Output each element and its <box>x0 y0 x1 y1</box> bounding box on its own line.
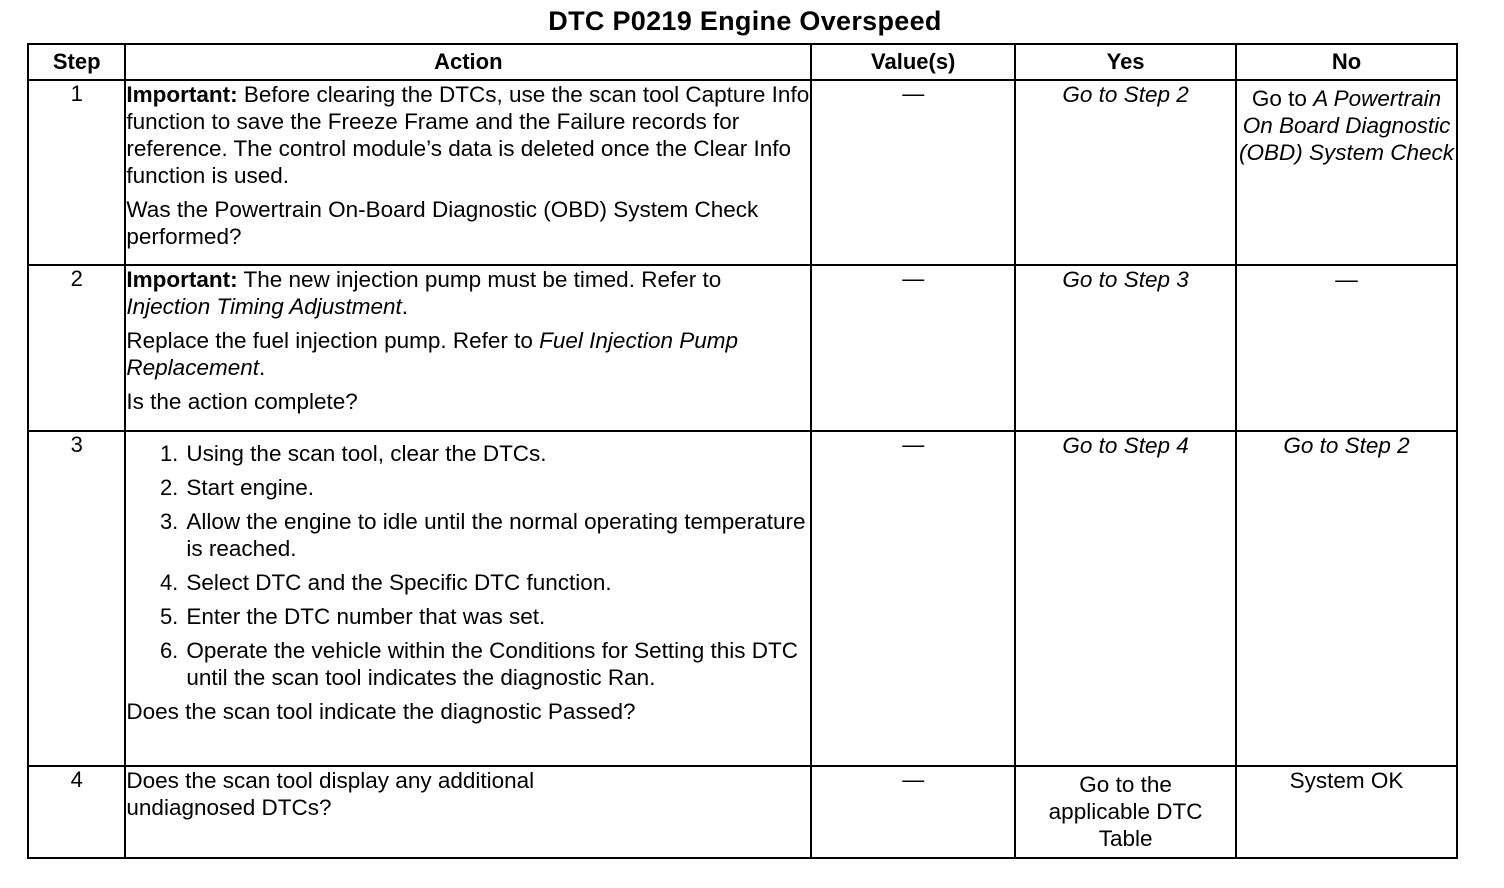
header-action: Action <box>125 44 811 80</box>
header-values: Value(s) <box>811 44 1015 80</box>
no-cell: — <box>1236 265 1457 431</box>
yes-cell: Go to Step 4 <box>1015 431 1236 766</box>
list-item: 5. Enter the DTC number that was set. <box>184 603 810 630</box>
value-cell: — <box>811 80 1015 265</box>
action-cell <box>125 431 811 766</box>
page-title: DTC P0219 Engine Overspeed <box>548 6 942 36</box>
important-text: The new injection pump must be timed. Refer to <box>237 267 722 292</box>
important-label: Important: <box>126 267 238 292</box>
value-cell: — <box>811 431 1015 766</box>
important-label: Important: <box>126 82 238 107</box>
dtc-table <box>27 43 1458 859</box>
list-item: 3. Allow the engine to idle until the normal operating temperature is reached. <box>184 508 810 562</box>
table-row <box>28 80 1457 265</box>
no-cell: Go to Step 2 <box>1236 431 1457 766</box>
header-row <box>28 44 1457 80</box>
yes-cell <box>1015 766 1236 858</box>
question: Does the scan tool display any additional undiagnosed DTCs? <box>126 768 535 820</box>
table-row <box>28 265 1457 431</box>
list-item: 2. Start engine. <box>184 474 810 501</box>
header-step: Step <box>28 44 125 80</box>
step-number: 4 <box>28 766 125 858</box>
procedure-list <box>126 440 810 691</box>
important-note <box>126 266 810 320</box>
list-item: 4. Select DTC and the Specific DTC function. <box>184 569 810 596</box>
action-cell <box>125 80 811 265</box>
no-cell <box>1236 80 1457 265</box>
important-end: . <box>401 294 409 319</box>
replace-reference: Fuel Injection Pump Replacement <box>126 328 738 380</box>
action-cell <box>125 265 811 431</box>
header-yes: Yes <box>1015 44 1236 80</box>
important-text: Before clearing the DTCs, use the scan tool Capture Info function to save the Freeze Frame and the Failure records for reference. The control module’s data is deleted once the Clear Info function is used. <box>126 82 810 188</box>
no-reference: A Powertrain On Board Diagnostic (OBD) System Check <box>1239 86 1455 165</box>
no-prefix: Go to <box>1251 86 1314 111</box>
list-item: 6. Operate the vehicle within the Conditions for Setting this DTC until the scan tool indicates the diagnostic Ran. <box>184 637 810 691</box>
value-cell: — <box>811 766 1015 858</box>
question: Does the scan tool indicate the diagnostic Passed? <box>126 699 636 724</box>
important-reference: Injection Timing Adjustment <box>126 294 402 319</box>
yes-cell: Go to Step 2 <box>1015 80 1236 265</box>
value-cell: — <box>811 265 1015 431</box>
action-cell <box>125 766 811 858</box>
header-no: No <box>1236 44 1457 80</box>
table-row <box>28 766 1457 858</box>
question: Was the Powertrain On-Board Diagnostic (OBD) System Check performed? <box>126 197 759 249</box>
step-number: 2 <box>28 265 125 431</box>
replace-end: . <box>258 355 266 380</box>
no-cell: System OK <box>1236 766 1457 858</box>
yes-cell: Go to Step 3 <box>1015 265 1236 431</box>
important-note <box>126 81 810 189</box>
yes-text: Go to the applicable DTC Table <box>1048 772 1203 851</box>
list-item: 1. Using the scan tool, clear the DTCs. <box>184 440 810 467</box>
table-row <box>28 431 1457 766</box>
question: Is the action complete? <box>126 389 358 414</box>
replace-instruction <box>126 327 810 381</box>
step-number: 3 <box>28 431 125 766</box>
replace-text: Replace the fuel injection pump. Refer to <box>126 328 540 353</box>
step-number: 1 <box>28 80 125 265</box>
